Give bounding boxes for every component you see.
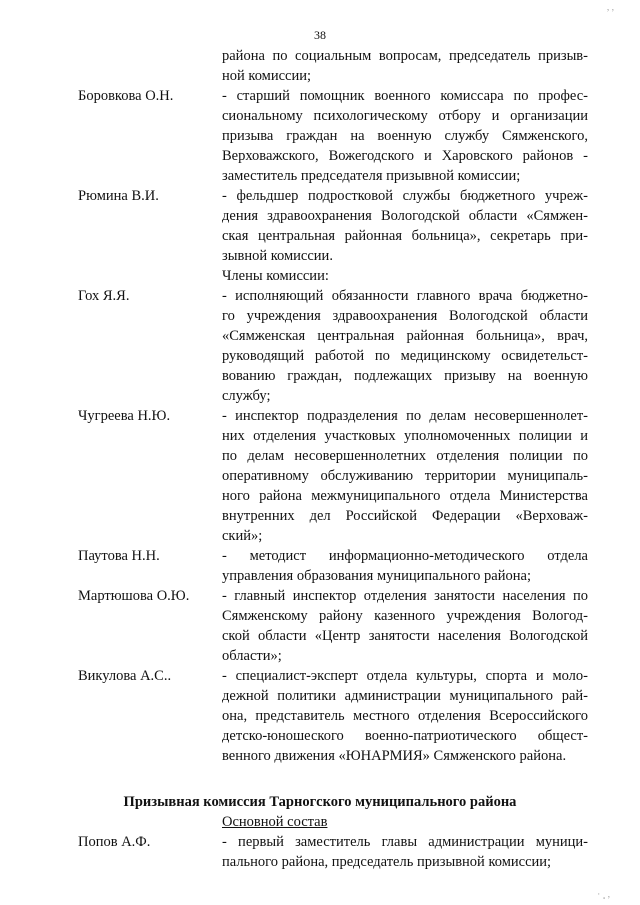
text-line: зывной комиссии. bbox=[222, 248, 333, 264]
text-line: области»; bbox=[222, 648, 282, 664]
member-row bbox=[0, 186, 640, 266]
text-line: ская центральная районная больница», секретарь при- bbox=[222, 228, 588, 244]
member-row bbox=[0, 666, 640, 766]
member-description bbox=[222, 586, 588, 666]
text-line: ский»; bbox=[222, 528, 263, 544]
text-line: - первый заместитель главы администрации муници- bbox=[222, 834, 588, 850]
text-line: венного движения «ЮНАРМИЯ» Сямженского района. bbox=[222, 748, 567, 764]
member-description bbox=[222, 546, 588, 586]
text-line: сиональному психологическому отбору и организации bbox=[222, 108, 588, 124]
text-line: района по социальным вопросам, председатель призыв- bbox=[222, 48, 588, 64]
members-label: Члены комиссии: bbox=[222, 268, 329, 284]
section-subtitle: Основной состав bbox=[222, 814, 328, 830]
member-name: Викулова А.С.. bbox=[78, 668, 172, 684]
page-number: 38 bbox=[314, 28, 326, 42]
member-row bbox=[0, 586, 640, 666]
text-line: она, представитель местного отделения Всероссийского bbox=[222, 708, 588, 724]
section-title: Призывная комиссия Тарногского муниципального района bbox=[123, 794, 517, 810]
members-before-list bbox=[0, 86, 640, 266]
member-row bbox=[0, 406, 640, 546]
text-line: - исполняющий обязанности главного врача бюджетно- bbox=[222, 288, 588, 304]
text-line: по делам несовершеннолетних отделения полиции по bbox=[222, 448, 588, 464]
text-line: руководящий работой по медицинскому освидетельст- bbox=[222, 348, 588, 364]
member-name: Боровкова О.Н. bbox=[78, 88, 174, 104]
text-line: го учреждения здравоохранения Вологодской области bbox=[222, 308, 588, 324]
text-line: ской области «Центр занятости населения Вологодской bbox=[222, 628, 588, 644]
text-line: пального района, председатель призывной комиссии; bbox=[222, 854, 552, 870]
text-line: дения здравоохранения Вологодской области «Сямжен- bbox=[222, 208, 588, 224]
text-line: ного района межмуниципального отдела Министерства bbox=[222, 488, 588, 504]
member-name: Мартюшова О.Ю. bbox=[78, 588, 190, 604]
commission-list bbox=[0, 46, 640, 872]
text-line: внутренних дел Российской Федерации «Верховаж- bbox=[222, 508, 588, 524]
intro-row bbox=[0, 46, 640, 86]
scan-artifact: ‚ , bbox=[606, 2, 614, 12]
member-description bbox=[222, 832, 588, 872]
text-line: управления образования муниципального района; bbox=[222, 568, 531, 584]
text-line: службу; bbox=[222, 388, 271, 404]
member-name: Паутова Н.Н. bbox=[78, 548, 160, 564]
member-row bbox=[0, 286, 640, 406]
text-line: ной комиссии; bbox=[222, 68, 312, 84]
member-name: Чугреева Н.Ю. bbox=[78, 408, 171, 424]
text-line: заместитель председателя призывной комиссии; bbox=[222, 168, 521, 184]
text-line: - фельдшер подростковой службы бюджетного учреж- bbox=[222, 188, 588, 204]
text-line: - специалист-эксперт отдела культуры, спорта и моло- bbox=[222, 668, 588, 684]
text-line: - методист информационно-методического отдела bbox=[222, 548, 588, 564]
member-row bbox=[0, 832, 640, 872]
member-name: Рюмина В.И. bbox=[78, 188, 159, 204]
text-line: «Сямженская центральная районная больница», врач, bbox=[222, 328, 588, 344]
text-line: оперативному обслуживанию территории муниципаль- bbox=[222, 468, 588, 484]
member-description bbox=[222, 86, 588, 186]
member-row bbox=[0, 546, 640, 586]
scan-artifact: · ¸ , bbox=[597, 889, 610, 899]
text-line: Верховажского, Вожегодского и Харовского районов - bbox=[222, 148, 588, 164]
text-line: дежной политики администрации муниципального рай- bbox=[222, 688, 588, 704]
member-name: Гох Я.Я. bbox=[78, 288, 130, 304]
text-line: - инспектор подразделения по делам несовершеннолет- bbox=[222, 408, 588, 424]
intro-text bbox=[222, 46, 588, 86]
member-description bbox=[222, 406, 588, 546]
member-row bbox=[0, 86, 640, 186]
text-line: Сямженскому району казенного учреждения Вологод- bbox=[222, 608, 588, 624]
member-name: Попов А.Ф. bbox=[78, 834, 151, 850]
member-description bbox=[222, 286, 588, 406]
text-line: призыва граждан на военную службу Сямженского, bbox=[222, 128, 588, 144]
member-description bbox=[222, 666, 588, 766]
text-line: детско-юношеского военно-патриотического общест- bbox=[222, 728, 588, 744]
text-line: - старший помощник военного комиссара по профес- bbox=[222, 88, 588, 104]
section-members-list bbox=[0, 832, 640, 872]
text-line: - главный инспектор отделения занятости населения по bbox=[222, 588, 588, 604]
member-description bbox=[222, 186, 588, 266]
text-line: них отделения участковых уполномоченных полиции и bbox=[222, 428, 588, 444]
members-list bbox=[0, 286, 640, 766]
text-line: вованию граждан, подлежащих призыву на военную bbox=[222, 368, 588, 384]
